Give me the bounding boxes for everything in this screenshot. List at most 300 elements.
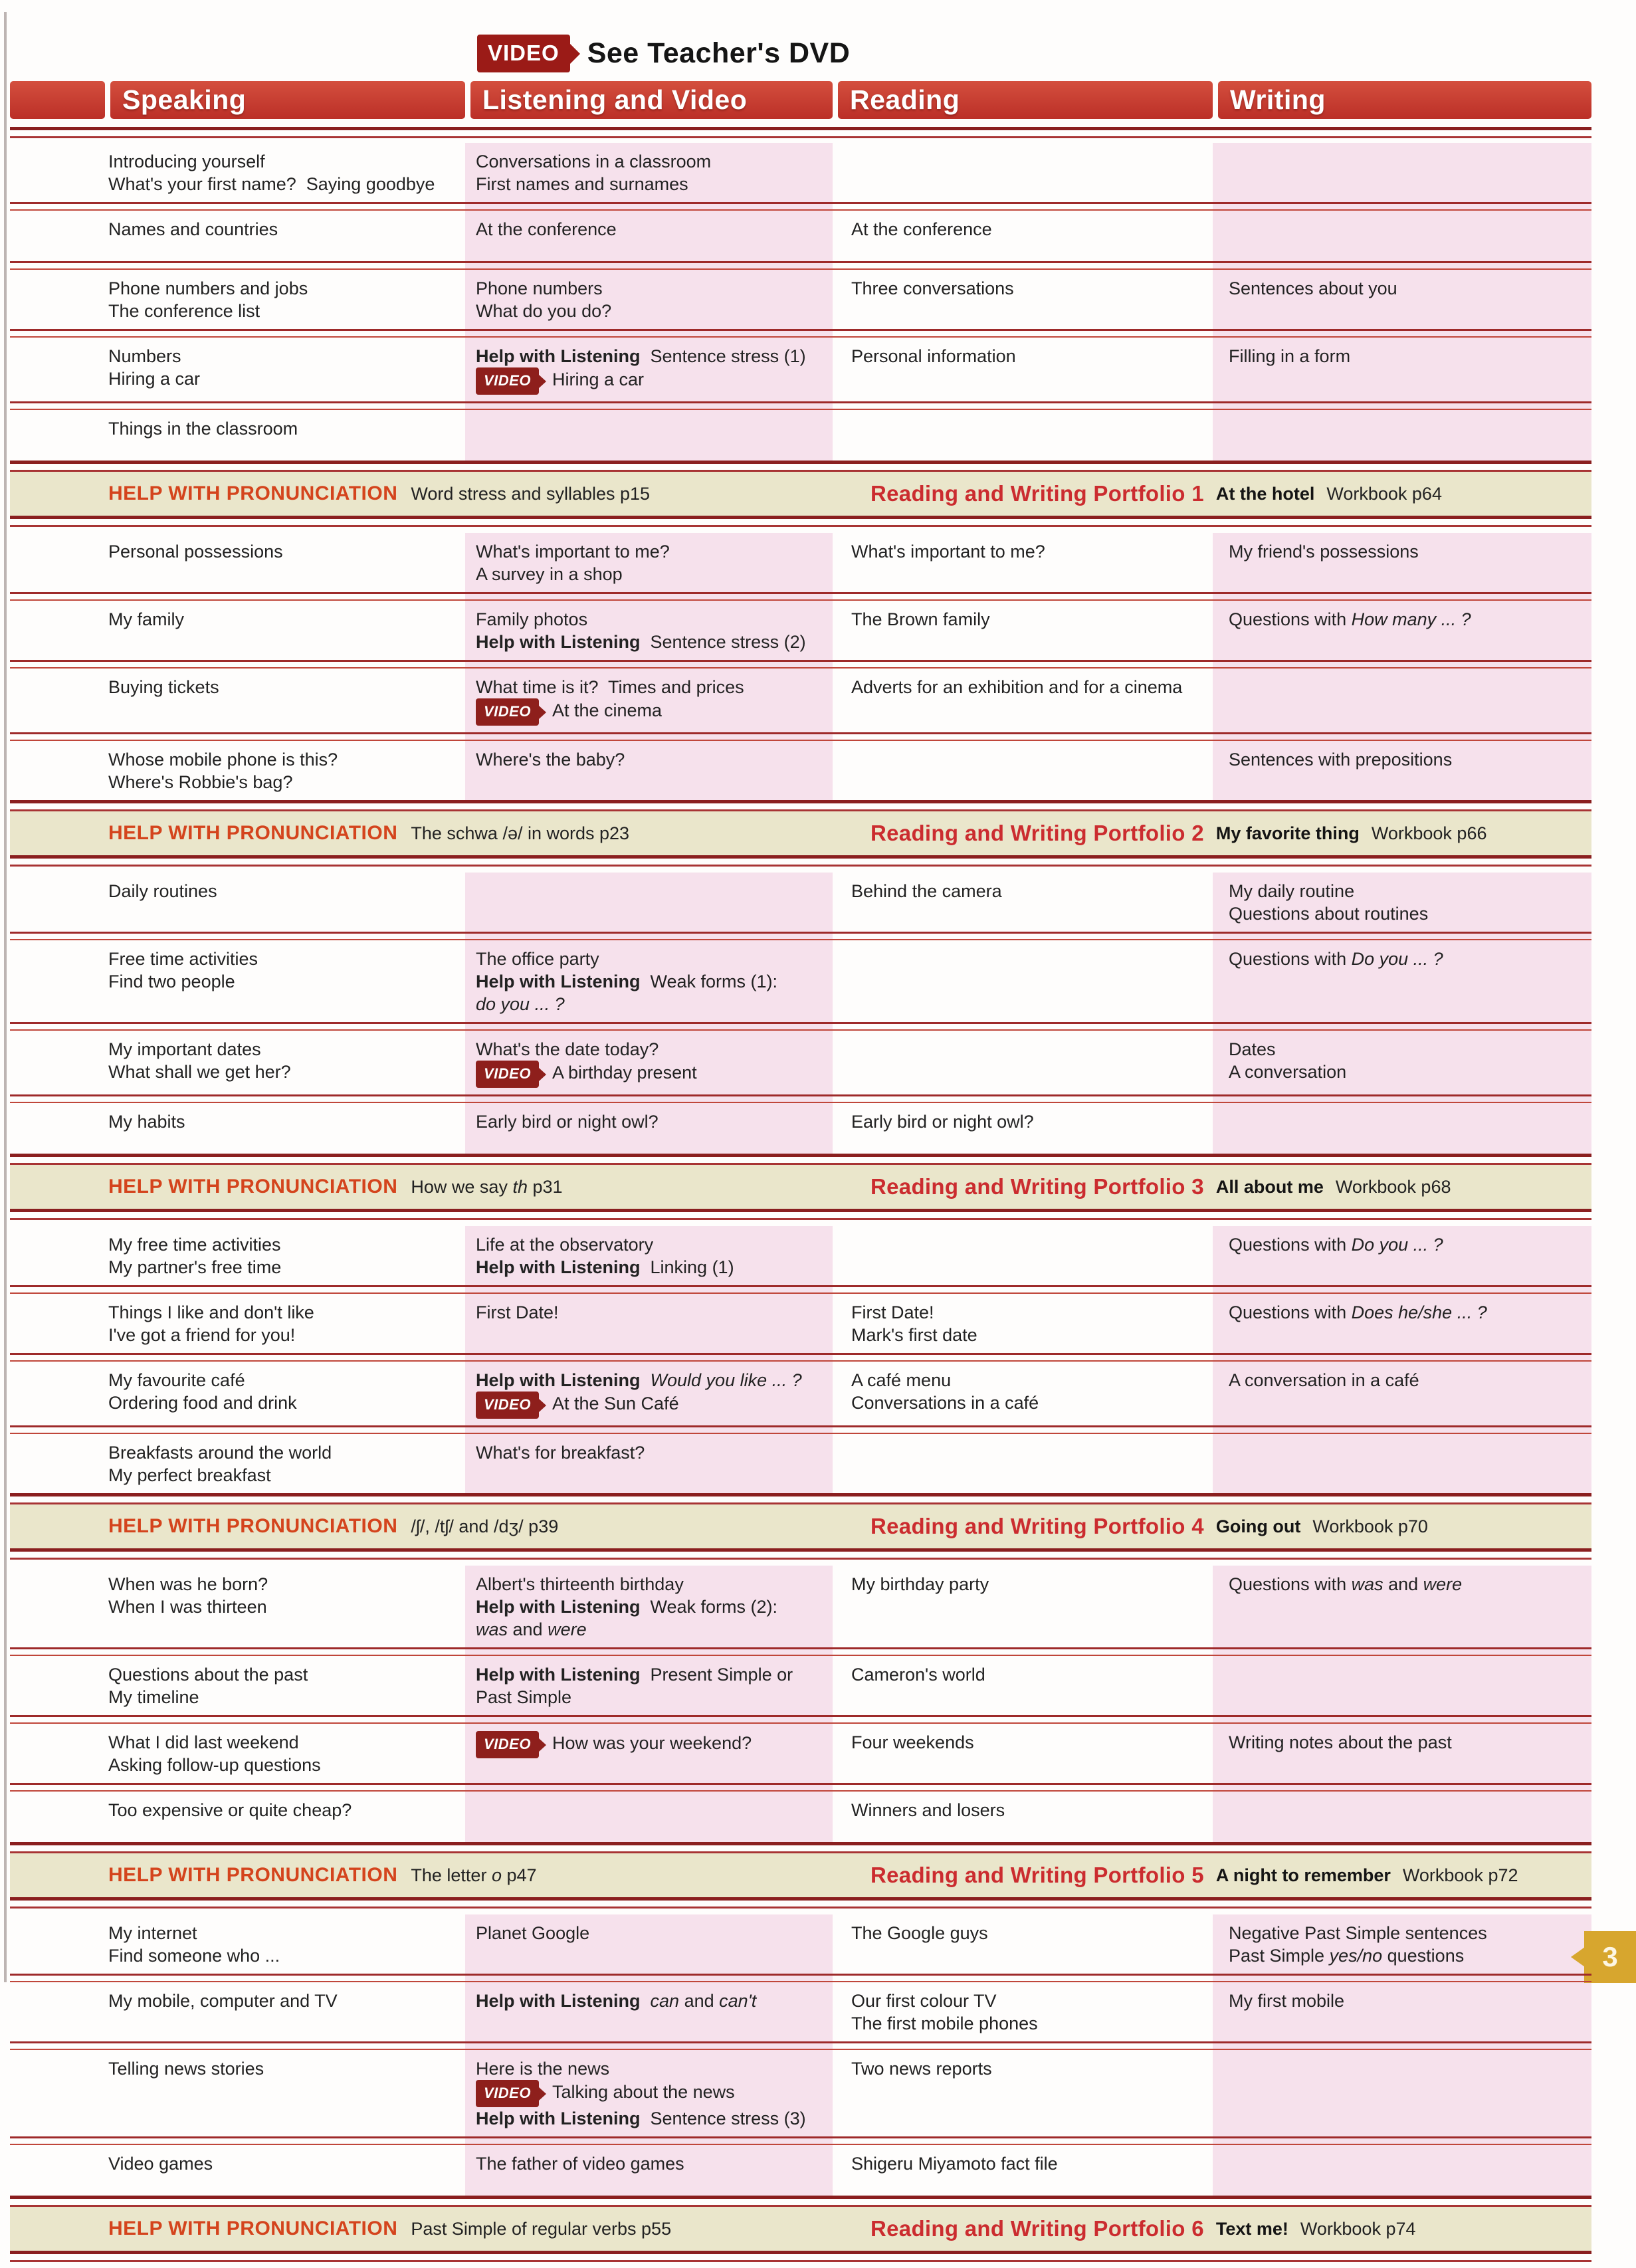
table-row xyxy=(10,410,1591,461)
cell-listening xyxy=(465,1566,833,1647)
portfolio-entry xyxy=(870,2207,1416,2251)
cell-line: A survey in a shop xyxy=(476,564,623,584)
section-footer-band xyxy=(10,1853,1591,1897)
video-badge: VIDEO xyxy=(476,1392,539,1419)
cell-speaking xyxy=(10,1103,465,1154)
cell-line: Shigeru Miyamoto fact file xyxy=(851,2154,1058,2174)
table-row xyxy=(10,1566,1591,1647)
cell-line: My family xyxy=(108,609,184,629)
cell-line: I've got a friend for you! xyxy=(108,1325,296,1345)
cell-line: VIDEO At the cinema xyxy=(476,698,829,726)
table-row xyxy=(10,533,1591,592)
cell-line: VIDEO At the Sun Café xyxy=(476,1392,829,1419)
cell-line: Help with Listening Weak forms (1): xyxy=(476,972,778,991)
cell-line: What's important to me? xyxy=(476,542,670,562)
pronunciation-label: HELP WITH PRONUNCIATION xyxy=(108,1515,398,1537)
cell-line: Conversations in a café xyxy=(851,1393,1039,1413)
cell-writing xyxy=(1213,1792,1591,1842)
table-row xyxy=(10,1434,1591,1493)
table-row xyxy=(10,2145,1591,2196)
cell-line: My timeline xyxy=(108,1687,199,1707)
cell-speaking xyxy=(10,1792,465,1842)
video-badge: VIDEO xyxy=(476,1061,539,1088)
cell-line: When I was thirteen xyxy=(108,1597,267,1617)
row-divider xyxy=(10,1715,1591,1724)
page-number-tab xyxy=(1584,1931,1636,1983)
cell-writing xyxy=(1213,940,1591,1022)
cell-reading xyxy=(833,1566,1213,1647)
column-header-speaking: Speaking xyxy=(110,81,465,119)
cell-speaking xyxy=(10,533,465,592)
table-row xyxy=(10,1103,1591,1154)
unit-section xyxy=(10,1566,1591,1908)
row-divider xyxy=(10,1425,1591,1434)
pronunciation-text: The letter o p47 xyxy=(411,1865,537,1885)
cell-writing xyxy=(1213,410,1591,461)
row-divider xyxy=(10,1094,1591,1103)
cell-writing xyxy=(1213,873,1591,932)
cell-line: My birthday party xyxy=(851,1574,989,1594)
unit-section xyxy=(10,143,1591,527)
unit-section xyxy=(10,1914,1591,2262)
cell-line: My partner's free time xyxy=(108,1257,282,1277)
cell-line: Find two people xyxy=(108,972,235,991)
pronunciation-label: HELP WITH PRONUNCIATION xyxy=(108,482,398,504)
cell-speaking xyxy=(10,1434,465,1493)
cell-listening xyxy=(465,1434,833,1493)
portfolio-label: Reading and Writing Portfolio 3 xyxy=(870,1174,1204,1199)
section-footer-band xyxy=(10,1504,1591,1548)
cell-listening xyxy=(465,940,833,1022)
cell-line: Names and countries xyxy=(108,219,278,239)
cell-listening xyxy=(465,669,833,732)
cell-speaking xyxy=(10,1724,465,1783)
portfolio-label: Reading and Writing Portfolio 5 xyxy=(870,1863,1204,1887)
cell-line: Personal information xyxy=(851,346,1016,366)
cell-line: When was he born? xyxy=(108,1574,268,1594)
cell-line: Sentences about you xyxy=(1229,278,1397,298)
cell-reading xyxy=(833,2145,1213,2196)
cell-line: Things I like and don't like xyxy=(108,1302,314,1322)
cell-line: Phone numbers and jobs xyxy=(108,278,308,298)
pronunciation-text: Word stress and syllables p15 xyxy=(411,483,651,504)
cell-line: Our first colour TV xyxy=(851,1991,997,2011)
portfolio-label: Reading and Writing Portfolio 1 xyxy=(870,481,1204,506)
row-divider xyxy=(10,1974,1591,1982)
cell-line: Help with Listening Linking (1) xyxy=(476,1257,734,1277)
cell-line: Buying tickets xyxy=(108,677,219,697)
cell-listening xyxy=(465,410,833,461)
cell-line: do you ... ? xyxy=(476,994,565,1014)
cell-reading xyxy=(833,1792,1213,1842)
cell-line: Introducing yourself xyxy=(108,152,265,171)
cell-line: Things in the classroom xyxy=(108,419,298,439)
cell-writing xyxy=(1213,669,1591,732)
cell-reading xyxy=(833,601,1213,660)
cell-line: VIDEO Talking about the news xyxy=(476,2080,829,2107)
cell-line: Help with Listening Sentence stress (1) xyxy=(476,346,806,366)
cell-listening xyxy=(465,1724,833,1783)
pronunciation-text: /ʃ/, /tʃ/ and /dʒ/ p39 xyxy=(411,1516,559,1536)
cell-reading xyxy=(833,211,1213,261)
column-header-reading: Reading xyxy=(838,81,1213,119)
cell-line: First Date! xyxy=(476,1302,559,1322)
band-divider xyxy=(10,461,1591,472)
table-row xyxy=(10,1914,1591,1974)
cell-line: Early bird or night owl? xyxy=(851,1112,1034,1132)
section-footer-band xyxy=(10,1165,1591,1209)
cell-writing xyxy=(1213,1103,1591,1154)
teachers-dvd-note xyxy=(477,35,850,72)
table-header-row xyxy=(10,81,1591,119)
cell-line: My perfect breakfast xyxy=(108,1465,271,1485)
table-row xyxy=(10,211,1591,261)
table-row xyxy=(10,143,1591,202)
cell-line: Help with Listening Would you like ... ? xyxy=(476,1370,802,1390)
cell-line: Ordering food and drink xyxy=(108,1393,297,1413)
cell-speaking xyxy=(10,1226,465,1285)
table-row xyxy=(10,1792,1591,1842)
cell-speaking xyxy=(10,669,465,732)
band-divider xyxy=(10,1493,1591,1504)
cell-line: VIDEO How was your weekend? xyxy=(476,1731,829,1758)
cell-speaking xyxy=(10,2145,465,2196)
cell-listening xyxy=(465,143,833,202)
cell-writing xyxy=(1213,1294,1591,1353)
cell-reading xyxy=(833,1656,1213,1715)
cell-line: Conversations in a classroom xyxy=(476,152,712,171)
cell-line: The father of video games xyxy=(476,2154,684,2174)
section-footer-band xyxy=(10,811,1591,855)
cell-line: Questions about the past xyxy=(108,1665,308,1685)
cell-line: The Brown family xyxy=(851,609,990,629)
cell-reading xyxy=(833,1434,1213,1493)
row-divider xyxy=(10,592,1591,601)
cell-line: Daily routines xyxy=(108,881,217,901)
cell-line: Breakfasts around the world xyxy=(108,1443,332,1463)
cell-listening xyxy=(465,1914,833,1974)
cell-writing xyxy=(1213,1226,1591,1285)
pronunciation-text: How we say th p31 xyxy=(411,1176,563,1197)
cell-line: First Date! xyxy=(851,1302,934,1322)
row-divider xyxy=(10,1647,1591,1656)
cell-line: Four weekends xyxy=(851,1732,974,1752)
cell-line: Cameron's world xyxy=(851,1665,985,1685)
teachers-dvd-note-text: See Teacher's DVD xyxy=(587,37,851,69)
cell-line: was and were xyxy=(476,1619,587,1639)
cell-line: Sentences with prepositions xyxy=(1229,750,1453,770)
cell-listening xyxy=(465,1362,833,1425)
cell-reading xyxy=(833,143,1213,202)
portfolio-entry xyxy=(870,1165,1451,1209)
cell-speaking xyxy=(10,1982,465,2041)
cell-line: Questions with Do you ... ? xyxy=(1229,949,1443,969)
cell-speaking xyxy=(10,143,465,202)
portfolio-label: Reading and Writing Portfolio 4 xyxy=(870,1514,1204,1538)
cell-reading xyxy=(833,741,1213,800)
cell-listening xyxy=(465,741,833,800)
cell-writing xyxy=(1213,533,1591,592)
band-divider xyxy=(10,1154,1591,1165)
cell-line: My first mobile xyxy=(1229,1991,1345,2011)
row-divider xyxy=(10,1022,1591,1031)
cell-writing xyxy=(1213,211,1591,261)
cell-listening xyxy=(465,270,833,329)
cell-listening xyxy=(465,211,833,261)
cell-writing xyxy=(1213,1724,1591,1783)
cell-line: First names and surnames xyxy=(476,174,688,194)
cell-line: What's your first name? Saying goodbye xyxy=(108,174,435,194)
table-row xyxy=(10,873,1591,932)
band-divider xyxy=(10,2251,1591,2262)
pronunciation-entry xyxy=(108,1165,563,1209)
sections xyxy=(10,143,1591,2262)
cell-line: Asking follow-up questions xyxy=(108,1755,321,1775)
cell-line: Winners and losers xyxy=(851,1800,1005,1820)
cell-line: My daily routine xyxy=(1229,881,1355,901)
cell-listening xyxy=(465,2145,833,2196)
portfolio-entry xyxy=(870,1504,1428,1548)
cell-line: Phone numbers xyxy=(476,278,603,298)
cell-line: At the conference xyxy=(476,219,617,239)
row-divider xyxy=(10,2136,1591,2145)
table-row xyxy=(10,338,1591,401)
cell-writing xyxy=(1213,1982,1591,2041)
header-divider xyxy=(10,127,1591,138)
row-divider xyxy=(10,660,1591,669)
cell-reading xyxy=(833,873,1213,932)
cell-speaking xyxy=(10,940,465,1022)
cell-reading xyxy=(833,410,1213,461)
cell-line: The conference list xyxy=(108,301,260,321)
cell-line: What do you do? xyxy=(476,301,612,321)
cell-speaking xyxy=(10,1362,465,1425)
cell-line: The office party xyxy=(476,949,599,969)
cell-reading xyxy=(833,940,1213,1022)
cell-speaking xyxy=(10,338,465,401)
pronunciation-entry xyxy=(108,472,650,516)
portfolio-title: Text me! xyxy=(1215,2218,1288,2239)
cell-listening xyxy=(465,1103,833,1154)
cell-line: Writing notes about the past xyxy=(1229,1732,1452,1752)
unit-rows xyxy=(10,1226,1591,1493)
cell-listening xyxy=(465,533,833,592)
unit-rows xyxy=(10,533,1591,800)
video-badge: VIDEO xyxy=(476,2080,539,2107)
cell-line: Questions with Does he/she ... ? xyxy=(1229,1302,1487,1322)
cell-writing xyxy=(1213,601,1591,660)
cell-line: Too expensive or quite cheap? xyxy=(108,1800,352,1820)
portfolio-label: Reading and Writing Portfolio 6 xyxy=(870,2216,1204,2241)
cell-speaking xyxy=(10,1031,465,1094)
portfolio-title: My favorite thing xyxy=(1215,823,1360,843)
cell-line: Numbers xyxy=(108,346,181,366)
pronunciation-label: HELP WITH PRONUNCIATION xyxy=(108,2217,398,2239)
section-footer-band xyxy=(10,2207,1591,2251)
cell-line: Video games xyxy=(108,2154,213,2174)
cell-listening xyxy=(465,1226,833,1285)
portfolio-label: Reading and Writing Portfolio 2 xyxy=(870,821,1204,845)
cell-line: What I did last weekend xyxy=(108,1732,299,1752)
unit-section xyxy=(10,1226,1591,1560)
cell-line: Telling news stories xyxy=(108,2059,264,2079)
unit-section xyxy=(10,873,1591,1220)
cell-line: Negative Past Simple sentences xyxy=(1229,1923,1487,1943)
portfolio-workbook-ref: Workbook p70 xyxy=(1312,1516,1428,1536)
portfolio-workbook-ref: Workbook p68 xyxy=(1335,1176,1451,1197)
cell-line: A conversation in a café xyxy=(1229,1370,1419,1390)
cell-line: Free time activities xyxy=(108,949,258,969)
row-divider xyxy=(10,1285,1591,1294)
cell-speaking xyxy=(10,270,465,329)
video-badge: VIDEO xyxy=(476,698,539,726)
row-divider xyxy=(10,329,1591,338)
cell-line: Two news reports xyxy=(851,2059,992,2079)
cell-line: At the conference xyxy=(851,219,992,239)
table-row xyxy=(10,1362,1591,1425)
cell-line: Dates xyxy=(1229,1039,1276,1059)
unit-rows xyxy=(10,1914,1591,2196)
cell-writing xyxy=(1213,143,1591,202)
cell-speaking xyxy=(10,1656,465,1715)
cell-line: What's important to me? xyxy=(851,542,1045,562)
unit-rows xyxy=(10,143,1591,461)
cell-speaking xyxy=(10,601,465,660)
band-divider xyxy=(10,800,1591,811)
cell-reading xyxy=(833,338,1213,401)
portfolio-title: All about me xyxy=(1215,1176,1324,1197)
cell-line: Past Simple yes/no questions xyxy=(1229,1946,1465,1966)
table-row xyxy=(10,270,1591,329)
band-divider xyxy=(10,855,1591,867)
cell-writing xyxy=(1213,270,1591,329)
cell-reading xyxy=(833,1362,1213,1425)
cell-speaking xyxy=(10,741,465,800)
cell-reading xyxy=(833,1914,1213,1974)
contents-table xyxy=(10,81,1591,2268)
cell-line: Personal possessions xyxy=(108,542,283,562)
portfolio-entry xyxy=(870,472,1442,516)
section-footer-band xyxy=(10,472,1591,516)
cell-listening xyxy=(465,601,833,660)
cell-line: Where's Robbie's bag? xyxy=(108,772,293,792)
cell-speaking xyxy=(10,1294,465,1353)
row-divider xyxy=(10,401,1591,410)
cell-reading xyxy=(833,2050,1213,2136)
cell-line: Help with Listening Sentence stress (3) xyxy=(476,2109,806,2128)
table-row xyxy=(10,1724,1591,1783)
pronunciation-text: Past Simple of regular verbs p55 xyxy=(411,2218,672,2239)
pronunciation-entry xyxy=(108,811,629,855)
cell-line: Help with Listening Present Simple or xyxy=(476,1665,793,1685)
cell-listening xyxy=(465,1982,833,2041)
cell-line: Filling in a form xyxy=(1229,346,1351,366)
cell-speaking xyxy=(10,410,465,461)
table-row xyxy=(10,1294,1591,1353)
table-row xyxy=(10,1031,1591,1094)
video-badge: VIDEO xyxy=(477,35,570,72)
cell-line: What time is it? Times and prices xyxy=(476,677,744,697)
pronunciation-entry xyxy=(108,1504,558,1548)
portfolio-workbook-ref: Workbook p72 xyxy=(1402,1865,1518,1885)
cell-line: Planet Google xyxy=(476,1923,590,1943)
cell-writing xyxy=(1213,2145,1591,2196)
band-divider xyxy=(10,516,1591,527)
table-row xyxy=(10,669,1591,732)
cell-reading xyxy=(833,270,1213,329)
band-divider xyxy=(10,1209,1591,1220)
cell-speaking xyxy=(10,2050,465,2136)
band-divider xyxy=(10,2196,1591,2207)
cell-writing xyxy=(1213,338,1591,401)
cell-speaking xyxy=(10,1914,465,1974)
cell-writing xyxy=(1213,1362,1591,1425)
cell-line: A café menu xyxy=(851,1370,952,1390)
pronunciation-label: HELP WITH PRONUNCIATION xyxy=(108,1864,398,1886)
cell-writing xyxy=(1213,1914,1591,1974)
cell-speaking xyxy=(10,873,465,932)
row-divider xyxy=(10,261,1591,270)
cell-line: Albert's thirteenth birthday xyxy=(476,1574,684,1594)
cell-line: Help with Listening Sentence stress (2) xyxy=(476,632,806,652)
cell-line: Three conversations xyxy=(851,278,1014,298)
cell-listening xyxy=(465,1294,833,1353)
column-header-writing: Writing xyxy=(1218,81,1591,119)
pronunciation-entry xyxy=(108,1853,537,1897)
cell-reading xyxy=(833,1982,1213,2041)
table-row xyxy=(10,940,1591,1022)
table-row xyxy=(10,1226,1591,1285)
row-divider xyxy=(10,2041,1591,2050)
table-row xyxy=(10,2050,1591,2136)
cell-writing xyxy=(1213,741,1591,800)
row-divider xyxy=(10,1783,1591,1792)
cell-listening xyxy=(465,2050,833,2136)
portfolio-title: At the hotel xyxy=(1215,483,1315,504)
row-divider xyxy=(10,932,1591,940)
cell-line: Behind the camera xyxy=(851,881,1002,901)
cell-line: VIDEO Hiring a car xyxy=(476,367,829,395)
pronunciation-entry xyxy=(108,2207,671,2251)
row-divider xyxy=(10,202,1591,211)
cell-line: Help with Listening can and can't xyxy=(476,1991,757,2011)
cell-listening xyxy=(465,873,833,932)
cell-listening xyxy=(465,1792,833,1842)
cell-listening xyxy=(465,338,833,401)
cell-line: Hiring a car xyxy=(108,369,201,389)
cell-line: Questions with How many ... ? xyxy=(1229,609,1471,629)
cell-line: Find someone who ... xyxy=(108,1946,280,1966)
page-number: 3 xyxy=(1602,1941,1618,1972)
table-row xyxy=(10,741,1591,800)
cell-writing xyxy=(1213,1031,1591,1094)
cell-line: Adverts for an exhibition and for a cinema xyxy=(851,677,1183,697)
cell-line: VIDEO A birthday present xyxy=(476,1061,829,1088)
cell-reading xyxy=(833,1031,1213,1094)
column-header-spacer xyxy=(10,81,105,119)
pronunciation-text: The schwa /ə/ in words p23 xyxy=(411,823,630,843)
cell-line: The first mobile phones xyxy=(851,2013,1038,2033)
table-row xyxy=(10,601,1591,660)
unit-section xyxy=(10,533,1591,867)
portfolio-entry xyxy=(870,1853,1518,1897)
cell-line: Mark's first date xyxy=(851,1325,977,1345)
cell-line: Here is the news xyxy=(476,2059,610,2079)
cell-line: Questions about routines xyxy=(1229,904,1429,924)
portfolio-entry xyxy=(870,811,1486,855)
cell-line: My free time activities xyxy=(108,1235,281,1255)
cell-line: My important dates xyxy=(108,1039,261,1059)
